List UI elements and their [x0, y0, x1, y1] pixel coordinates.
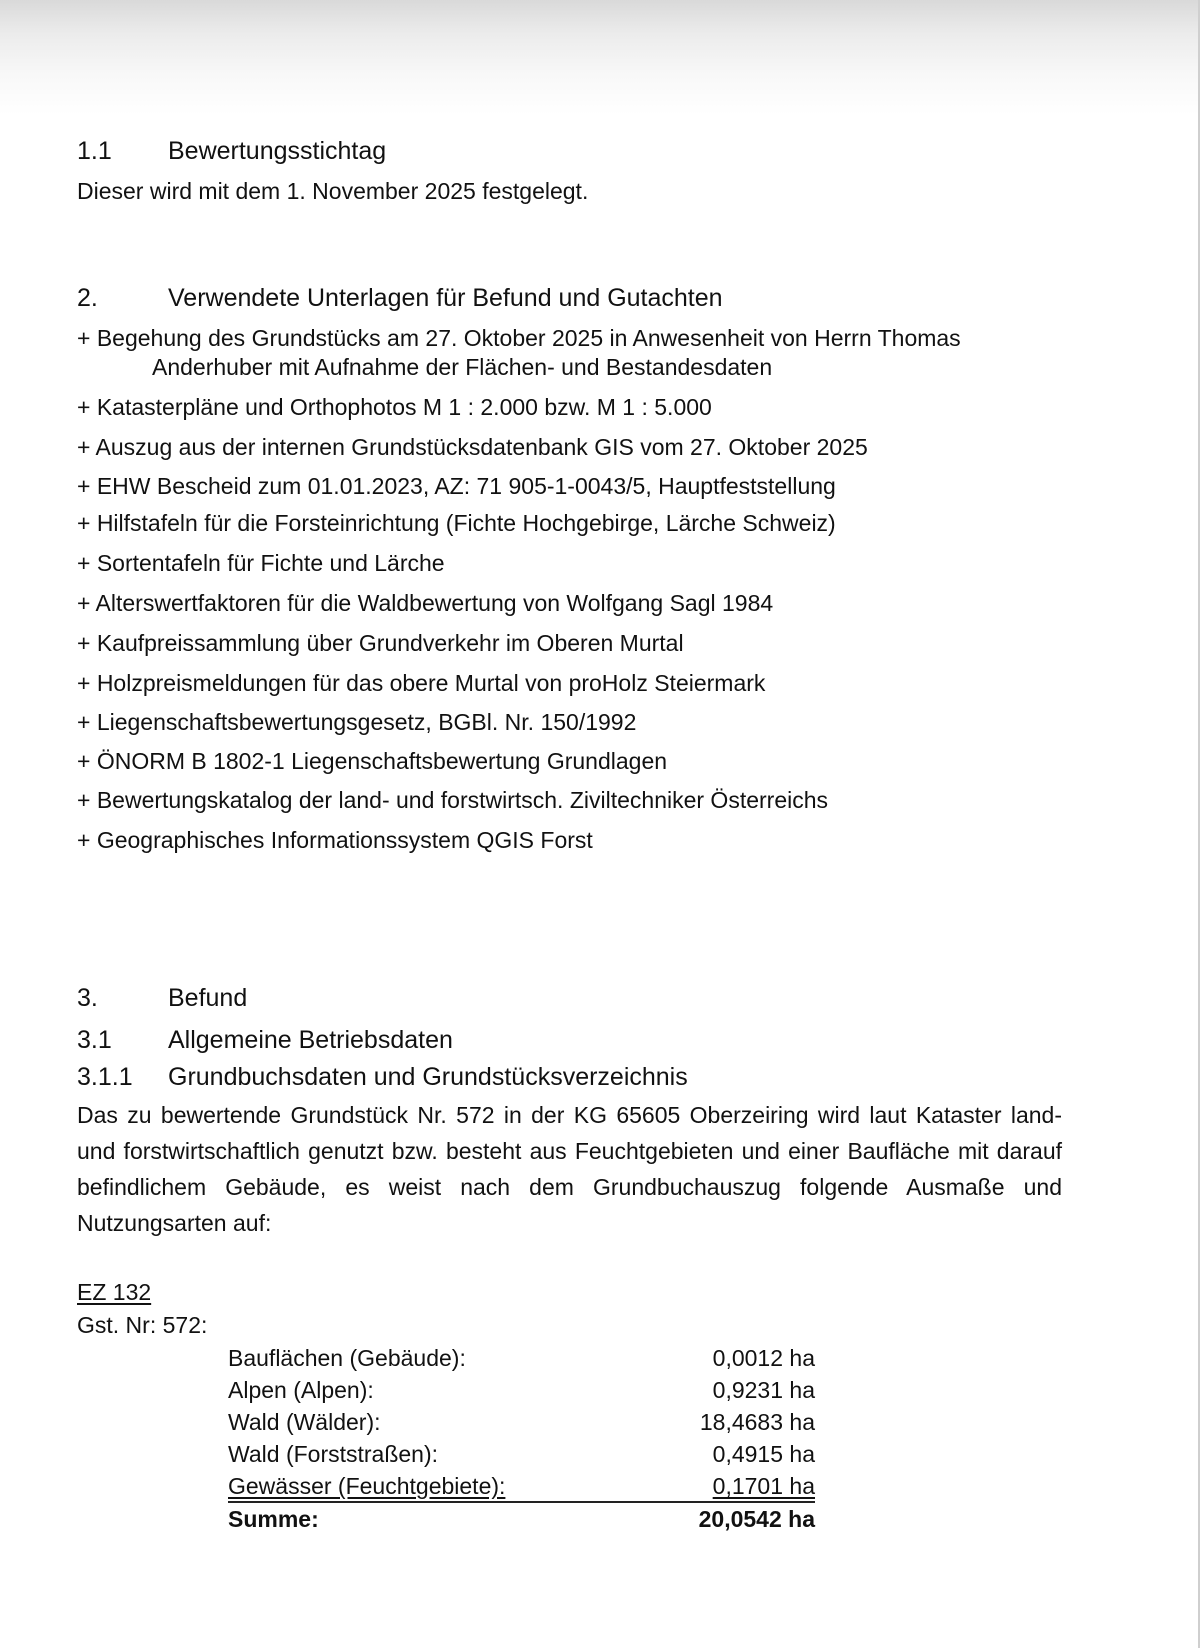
area-row: [228, 1374, 815, 1406]
list-item: + Katasterpläne und Orthophotos M 1 : 2.000 bzw. M 1 : 5.000: [77, 394, 712, 420]
area-label: Wald (Forststraßen):: [228, 1441, 439, 1467]
area-row: [228, 1406, 815, 1438]
area-row: [228, 1470, 815, 1503]
list-item: + Geographisches Informationssystem QGIS Forst: [77, 827, 593, 853]
list-item: + ÖNORM B 1802-1 Liegenschaftsbewertung Grundlagen: [77, 748, 668, 774]
heading-1-1: [77, 136, 386, 166]
section-1-1-text: Dieser wird mit dem 1. November 2025 festgelegt.: [77, 178, 589, 204]
heading-title: Allgemeine Betriebsdaten: [168, 1026, 453, 1054]
area-value: 0,4915 ha: [712, 1441, 815, 1467]
heading-title: Befund: [168, 984, 248, 1012]
list-item: + EHW Bescheid zum 01.01.2023, AZ: 71 905-1-0043/5, Hauptfeststellung: [77, 473, 836, 499]
parcel-number: Gst. Nr: 572:: [77, 1312, 208, 1338]
list-item: + Alterswertfaktoren für die Waldbewertung von Wolfgang Sagl 1984: [77, 590, 774, 616]
list-item: + Hilfstafeln für die Forsteinrichtung (Fichte Hochgebirge, Lärche Schweiz): [77, 510, 836, 536]
list-item-continuation: Anderhuber mit Aufnahme der Flächen- und Bestandesdaten: [152, 354, 773, 380]
list-item: + Holzpreismeldungen für das obere Murtal von proHolz Steiermark: [77, 670, 766, 696]
heading-3-1: [77, 1025, 453, 1055]
scan-top-shadow: [0, 0, 1200, 115]
heading-number: 2.: [77, 284, 98, 312]
list-item-text: + Begehung des Grundstücks am 27. Oktober 2025 in Anwesenheit von Herrn Thomas: [77, 325, 961, 351]
ez-number: EZ 132: [77, 1279, 152, 1305]
section-3-1-1-paragraph: Das zu bewertende Grundstück Nr. 572 in der KG 65605 Oberzeiring wird laut Kataster land- und forstwirtschaftlich genutzt bzw. besteht aus Feuchtgebieten und einer Baufläche mit darauf befindlichem Gebäude, es weist nach dem Grundbuchauszug folgende Ausmaße und Nutzungsarten auf:: [77, 1102, 1062, 1236]
total-label: Summe:: [228, 1506, 319, 1532]
area-label: Gewässer (Feuchtgebiete):: [228, 1473, 506, 1499]
list-item: + Auszug aus der internen Grundstücksdatenbank GIS vom 27. Oktober 2025: [77, 434, 868, 460]
list-item: + Kaufpreissammlung über Grundverkehr im Oberen Murtal: [77, 630, 684, 656]
area-label: Bauflächen (Gebäude):: [228, 1345, 466, 1371]
heading-title: Grundbuchsdaten und Grundstücksverzeichnis: [168, 1063, 688, 1091]
heading-number: 3.: [77, 984, 98, 1012]
heading-number: 3.1.1: [77, 1063, 133, 1091]
heading-2: [77, 283, 723, 313]
heading-number: 1.1: [77, 137, 112, 165]
list-item: + Sortentafeln für Fichte und Lärche: [77, 550, 445, 576]
area-total-row: [228, 1503, 815, 1535]
total-value: 20,0542 ha: [698, 1506, 815, 1532]
heading-3-1-1: [77, 1062, 688, 1092]
list-item: + Liegenschaftsbewertungsgesetz, BGBl. Nr. 150/1992: [77, 709, 637, 735]
area-table: [228, 1342, 815, 1535]
heading-title: Bewertungsstichtag: [168, 137, 387, 165]
area-row: [228, 1438, 815, 1470]
heading-number: 3.1: [77, 1026, 112, 1054]
area-value: 18,4683 ha: [699, 1409, 815, 1435]
area-label: Wald (Wälder):: [228, 1409, 381, 1435]
heading-title: Verwendete Unterlagen für Befund und Gutachten: [168, 284, 723, 312]
area-value: 0,9231 ha: [712, 1377, 815, 1403]
area-value: 0,1701 ha: [712, 1473, 815, 1499]
area-label: Alpen (Alpen):: [228, 1377, 374, 1403]
area-row: [228, 1342, 815, 1374]
list-item: [77, 324, 961, 382]
list-item: + Bewertungskatalog der land- und forstwirtsch. Ziviltechniker Österreichs: [77, 787, 829, 813]
area-value: 0,0012 ha: [712, 1345, 815, 1371]
heading-3: [77, 983, 247, 1013]
